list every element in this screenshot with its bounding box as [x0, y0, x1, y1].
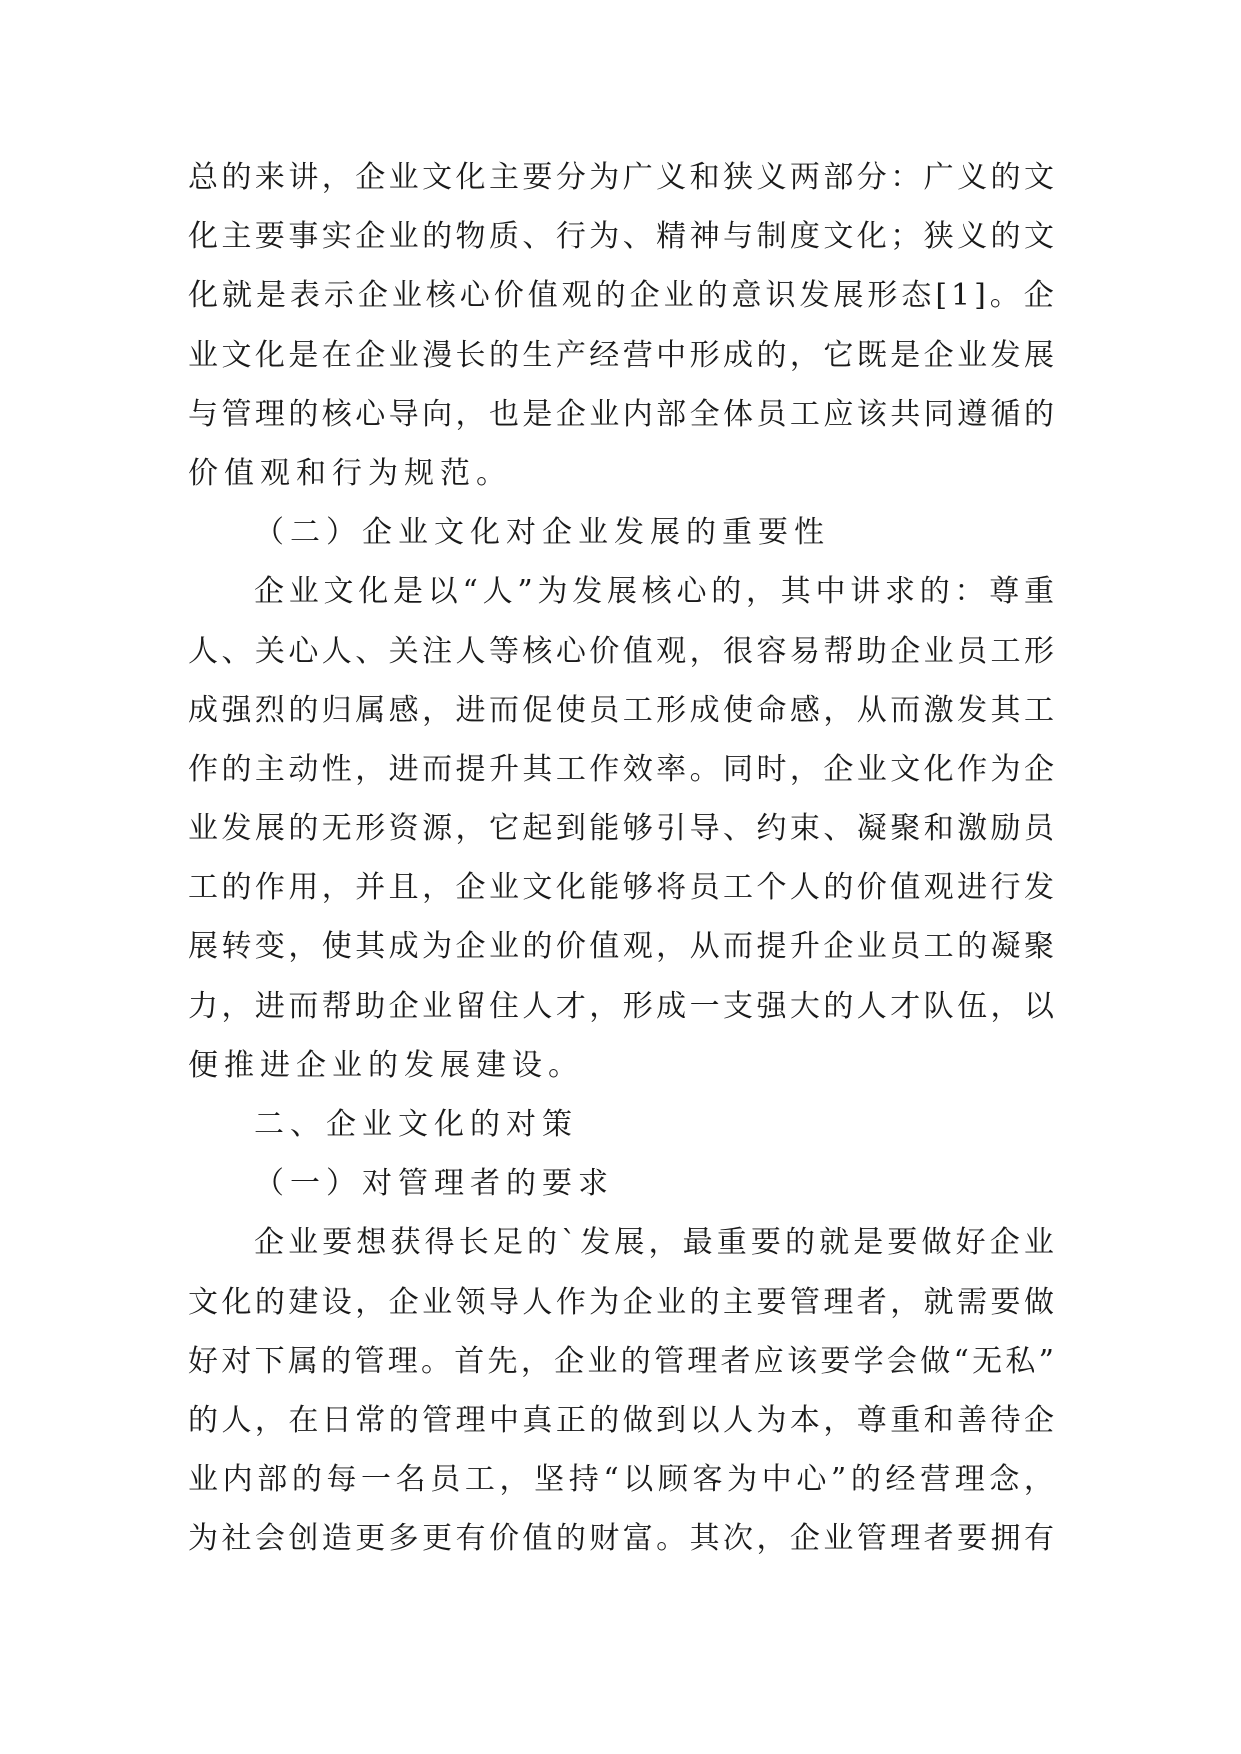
section-heading: 二、企业文化的对策	[254, 1107, 578, 1142]
text-line: 业 发 展 的 无 形 资 源 ， 它 起 到 能 够 引 导 、 约 束 、 凝 聚 和 激 励 员	[188, 811, 1054, 847]
text-line: 工 的 作 用 ， 并 且 ， 企 业 文 化 能 够 将 员 工 个 人 的 价 值 观 进 行 发	[188, 870, 1054, 906]
text-line: 化 主 要 事 实 企 业 的 物 质 、 行 为 、 精 神 与 制 度 文 化 ； 狭 义 的 文	[188, 219, 1054, 255]
text-line: 力 ， 进 而 帮 助 企 业 留 住 人 才 ， 形 成 一 支 强 大 的 人 才 队 伍 ， 以	[188, 988, 1054, 1024]
text-line: 作 的 主 动 性 ， 进 而 提 升 其 工 作 效 率 。 同 时 ， 企 业 文 化 作 为 企	[188, 751, 1054, 787]
text-line: 为 社 会 创 造 更 多 更 有 价 值 的 财 富 。 其 次 ， 企 业 管 理 者 要 拥 有	[188, 1521, 1054, 1557]
text-line: 文 化 的 建 设 ， 企 业 领 导 人 作 为 企 业 的 主 要 管 理 者 ， 就 需 要 做	[188, 1284, 1054, 1320]
text-line: 业 内 部 的 每 一 名 员 工 ， 坚 持 “ 以 顾 客 为 中 心 ” 的 经 营 理 念 ，	[188, 1462, 1054, 1498]
text-line: 与 管 理 的 核 心 导 向 ， 也 是 企 业 内 部 全 体 员 工 应 该 共 同 遵 循 的	[188, 396, 1054, 432]
subsection-heading: （一）对管理者的要求	[254, 1166, 614, 1202]
text-line: 成 强 烈 的 归 属 感 ， 进 而 促 使 员 工 形 成 使 命 感 ， 从 而 激 发 其 工	[188, 692, 1054, 728]
section-heading: （二）企业文化对企业发展的重要性	[254, 515, 830, 551]
text-line: 好 对 下 属 的 管 理 。 首 先 ， 企 业 的 管 理 者 应 该 要 学 会 做 “ 无 私 ”	[188, 1343, 1054, 1379]
text-line: 业 文 化 是 在 企 业 漫 长 的 生 产 经 营 中 形 成 的 ， 它 既 是 企 业 发 展	[188, 337, 1054, 373]
paragraph-first-line: 企 业 要 想 获 得 长 足 的 ` 发 展 ， 最 重 要 的 就 是 要 做 好 企 业	[254, 1225, 1054, 1261]
text-line: 便推进企业的发展建设。	[188, 1047, 584, 1083]
text-line: 价值观和行为规范。	[188, 455, 512, 491]
text-line: 化 就 是 表 示 企 业 核 心 价 值 观 的 企 业 的 意 识 发 展 形 态 [ 1 ] 。 企	[188, 278, 1054, 314]
text-line: 展 转 变 ， 使 其 成 为 企 业 的 价 值 观 ， 从 而 提 升 企 业 员 工 的 凝 聚	[188, 929, 1054, 965]
text-line: 人 、 关 心 人 、 关 注 人 等 核 心 价 值 观 ， 很 容 易 帮 助 企 业 员 工 形	[188, 633, 1054, 669]
document-page	[188, 148, 1054, 1569]
paragraph-first-line: 企 业 文 化 是 以 “ 人 ” 为 发 展 核 心 的 ， 其 中 讲 求 的 ： 尊 重	[254, 574, 1054, 610]
text-line: 的 人 ， 在 日 常 的 管 理 中 真 正 的 做 到 以 人 为 本 ， 尊 重 和 善 待 企	[188, 1402, 1054, 1438]
text-line: 总 的 来 讲 ， 企 业 文 化 主 要 分 为 广 义 和 狭 义 两 部 分 ： 广 义 的 文	[188, 160, 1054, 195]
